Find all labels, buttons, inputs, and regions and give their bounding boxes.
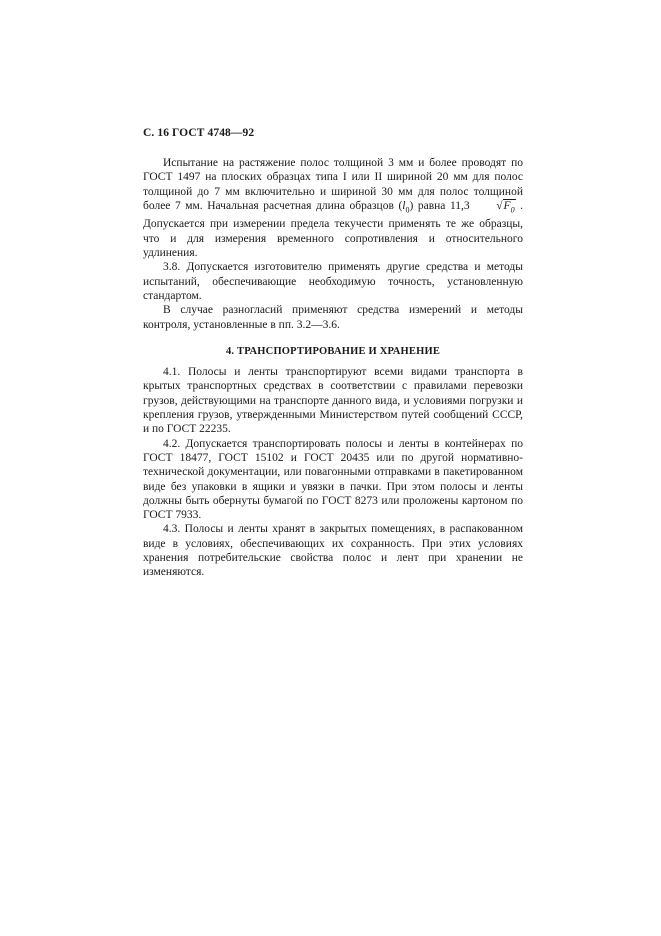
symbol-subscript: 0 bbox=[510, 205, 515, 215]
sqrt-radicand bbox=[503, 199, 516, 215]
symbol-l: l bbox=[402, 199, 406, 212]
paragraph-4-3: 4.3. Полосы и ленты хранят в закрытых помещениях, в распакованном виде в условиях, обеспечивающих их сохранность. При этих условиях хранения потребительские свойства полос и лент при хранении не изменяются. bbox=[143, 523, 523, 579]
sqrt-formula bbox=[474, 199, 515, 218]
paragraph-4-1: 4.1. Полосы и ленты транспортируют всеми видами транспорта в крытых транспортных средствах в соответствии с правилами перевозки грузов, действующими на транспорте данного вида, и условиями погрузки и крепления грузов, утвержденными Министерством путей сообщений СССР, и по ГОСТ 22235. bbox=[143, 366, 523, 436]
paragraph-disagreement: В случае разногласий применяют средства измерений и методы контроля, установленные в пп. 3.2—3.6. bbox=[143, 304, 523, 331]
symbol-f: F bbox=[503, 199, 511, 212]
paragraph-4-2: 4.2. Допускается транспортировать полосы и ленты в контейнерах по ГОСТ 18477, ГОСТ 15102 и ГОСТ 20435 или по другой нормативно-технической документации, или повагонными отправками в пакетированном виде без упаковки в ящики и увязки в пачки. При этом полосы и ленты должны быть обернуты бумагой по ГОСТ 8273 или проложены картоном по ГОСТ 7933. bbox=[143, 437, 523, 522]
paragraph-text: ) равна 11,3 bbox=[409, 199, 475, 212]
paragraph-tensile-test bbox=[143, 156, 523, 260]
paragraph-text: . Допускается при измерении предела текучести применять те же образцы, что и для измерения временного сопротивления и относительного удлинения. bbox=[143, 199, 523, 260]
paragraph-3-8: 3.8. Допускается изготовителю применять другие средства и методы испытаний, обеспечивающие необходимую точность, установленную стандартом. bbox=[143, 261, 523, 302]
document-body bbox=[143, 156, 523, 580]
symbol-subscript: 0 bbox=[405, 205, 410, 215]
page-header: С. 16 ГОСТ 4748—92 bbox=[143, 127, 255, 139]
sqrt-symbol: √ bbox=[496, 199, 503, 212]
paragraph-text: Испытание на растяжение полос толщиной 3 мм и более проводят по ГОСТ 1497 на плоских образцах типа I или II шириной 20 мм для полос толщиной до 7 мм включительно и шириной 30 мм для полос толщиной более 7 мм. Начальная расчетная длина образцов ( bbox=[143, 157, 523, 212]
section-title: 4. ТРАНСПОРТИРОВАНИЕ И ХРАНЕНИЕ bbox=[225, 345, 441, 357]
